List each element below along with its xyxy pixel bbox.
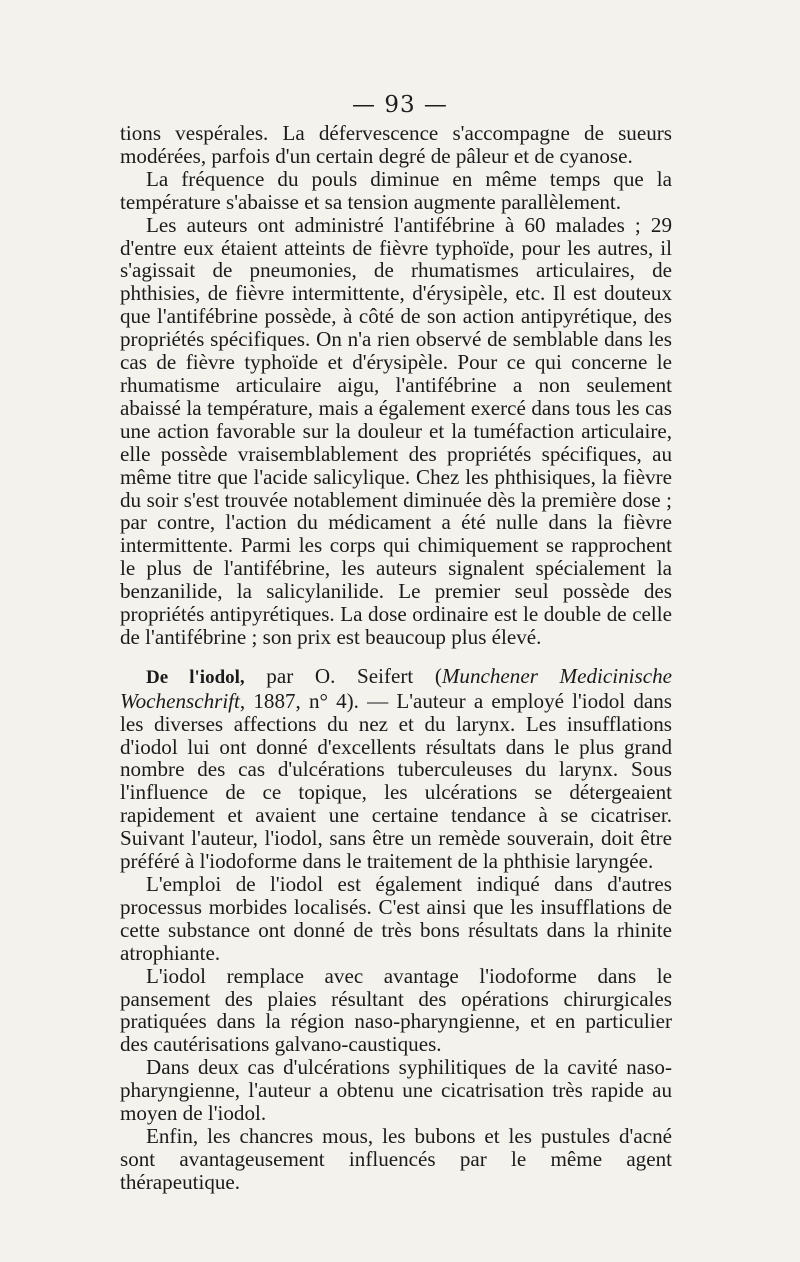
page-body xyxy=(120,122,672,1194)
paragraph-antifebrine-results: Les auteurs ont administré l'antifébrine à 60 malades ; 29 d'entre eux étaient atteints de fièvre typhoïde, pour les autres, il s'agissait de pneumonies, de rhumatismes articulaires, de phthisies, de fièvre intermittente, d'érysipèle, etc. Il est douteux que l'antifébrine possède, à côté de son action antipyrétique, des propriétés spécifiques. On n'a rien observé de semblable dans les cas de fièvre typhoïde et d'érysipèle. Pour ce qui concerne le rhumatisme articulaire aigu, l'antifébrine a non seulement abaissé la température, mais a également exercé dans tous les cas une action favorable sur la douleur et la tuméfaction articulaire, elle possède vraisemblablement des propriétés spécifiques, au même titre que l'acide salicylique. Chez les phthisiques, la fièvre du soir s'est trouvée notablement diminuée dès la première dose ; par contre, l'action du médicament a été nulle dans la fièvre intermittente. Parmi les corps qui chimiquement se rapprochent le plus de l'antifébrine, les auteurs signalent spécialement la benzanilide, la salicylanilide. Le premier seul possède des propriétés antipyrétiques. La dose ordinaire est le double de celle de l'antifébrine ; son prix est beaucoup plus élevé. xyxy=(120,212,672,649)
paragraph-iodol-article xyxy=(120,665,672,873)
paragraph-iodol-syphilis: Dans deux cas d'ulcérations syphilitiques de la cavité naso-pharyngienne, l'auteur a obtenu une cicatrisation très rapide au moyen de l'iodol. xyxy=(120,1055,672,1126)
paragraph-iodol-chancres: Enfin, les chancres mous, les bubons et les pustules d'acné sont avantageusement influencés par le même agent thérapeutique. xyxy=(120,1123,672,1194)
paragraph-continuation: tions vespérales. La défervescence s'accompagne de sueurs modérées, parfois d'un certain degré de pâleur et de cyanose. xyxy=(120,121,672,168)
paragraph-pulse: La fréquence du pouls diminue en même temps que la température s'abaisse et sa tension augmente parallèlement. xyxy=(120,166,672,214)
paragraph-iodol-dressing: L'iodol remplace avec avantage l'iodoforme dans le pansement des plaies résultant des opérations chirurgicales pratiquées dans la région naso-pharyngienne, et en particulier des cautérisations galvano-caustiques. xyxy=(120,963,672,1057)
paragraph-iodol-other-uses: L'emploi de l'iodol est également indiqué dans d'autres processus morbides localisés. C'est ainsi que les insufflations de cette substance ont donné de très bons résultats dans la rhinite atrophiante. xyxy=(120,872,672,965)
article-text: , 1887, n° 4). — L'auteur a employé l'iodol dans les diverses affections du nez et du larynx. Les insufflations d'iodol lui ont donné d'excellents résultats dans le plus grand nombre des cas d'ulcérations tuberculeuses du larynx. Sous l'influence de ce topique, les ulcérations se détergeaient rapidement et avaient une certaine tendance à se cicatriser. Suivant l'auteur, l'iodol, sans être un remède souverain, doit être préféré à l'iodoforme dans le traitement de la phthisie laryngée. xyxy=(120,688,672,874)
article-heading: De l'iodol, xyxy=(146,666,245,688)
article-source: Munchener Medicinische Wochenschrift xyxy=(120,663,672,713)
page-number: — 93 — xyxy=(352,92,448,118)
article-author: par O. Seifert ( xyxy=(244,663,442,688)
